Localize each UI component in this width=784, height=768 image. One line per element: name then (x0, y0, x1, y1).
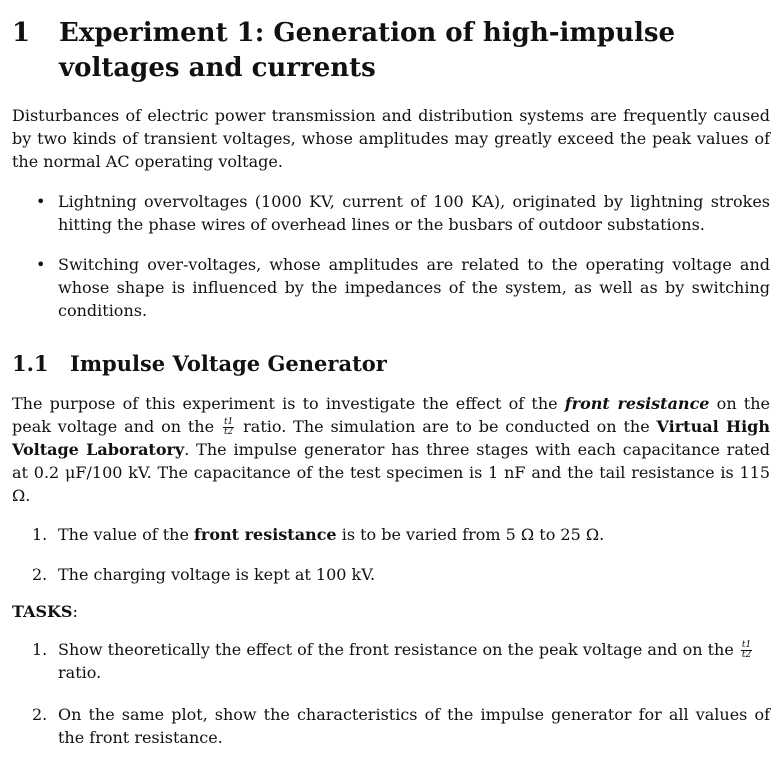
section-number: 1 (12, 18, 31, 48)
task-text: ratio. (58, 663, 102, 682)
bullet-text: Switching over-voltages, whose amplitudes are related to the operating voltage and whose shape is influenced by the impedances of the system, as well as by switching conditions. (58, 255, 770, 320)
front-resistance-term: front resistance (564, 394, 710, 413)
fraction-numerator: t1 (741, 640, 752, 650)
task-number: 2. (32, 705, 48, 724)
tasks-heading (12, 600, 78, 623)
purpose-paragraph (12, 392, 770, 507)
purpose-text: . The impulse generator has three stages with each capacitance rated at 0.2 μF/100 kV. The capacitance of the test specimen is 1 nF and the tail resistance is 115 Ω. (12, 440, 771, 505)
list-item (32, 563, 770, 586)
purpose-text: The purpose of this experiment is to investigate the effect of the (12, 394, 565, 413)
tasks-colon: : (72, 602, 78, 621)
task-item (32, 703, 770, 749)
fraction-denominator: t2 (223, 427, 234, 437)
task-item (32, 638, 770, 684)
purpose-text: ratio. The simulation are to be conducted on the (236, 417, 657, 436)
bullet-dot-icon: • (36, 255, 46, 274)
ratio-fraction (223, 418, 234, 437)
tasks-label: TASKS (12, 602, 73, 621)
fraction-numerator: t1 (223, 417, 234, 427)
ratio-fraction (741, 641, 752, 660)
task-number: 1. (32, 640, 48, 659)
list-number: 1. (32, 525, 48, 544)
list-text: The value of the (58, 525, 195, 544)
subsection-title: Impulse Voltage Generator (70, 351, 387, 376)
list-item (32, 523, 770, 546)
bullet-item (36, 253, 770, 322)
list-text: The charging voltage is kept at 100 kV. (58, 565, 376, 584)
fraction-denominator: t2 (741, 650, 752, 660)
list-text: is to be varied from 5 Ω to 25 Ω. (336, 525, 605, 544)
section-title: Experiment 1: Generation of high-impulse voltages and currents (59, 18, 676, 83)
bullet-dot-icon: • (36, 192, 46, 211)
list-bold-term: front resistance (194, 525, 337, 544)
task-text: On the same plot, show the characteristics of the impulse generator for all values of the front resistance. (58, 705, 770, 747)
task-text: Show theoretically the effect of the front resistance on the peak voltage and on the (58, 640, 739, 659)
bullet-item (36, 190, 770, 236)
bullet-text: Lightning overvoltages (1000 KV, current of 100 KA), originated by lightning strokes hitting the phase wires of overhead lines or the busbars of outdoor substations. (58, 192, 770, 234)
subsection-number: 1.1 (12, 351, 49, 376)
lab-name: Virtual High Voltage Laboratory (12, 417, 770, 459)
purpose-text: on the peak voltage and on the (12, 394, 771, 436)
list-number: 2. (32, 565, 48, 584)
intro-paragraph: Disturbances of electric power transmission and distribution systems are frequently caused by two kinds of transient voltages, whose amplitudes may greatly exceed the peak values of the normal AC operating voltage. (12, 106, 770, 171)
